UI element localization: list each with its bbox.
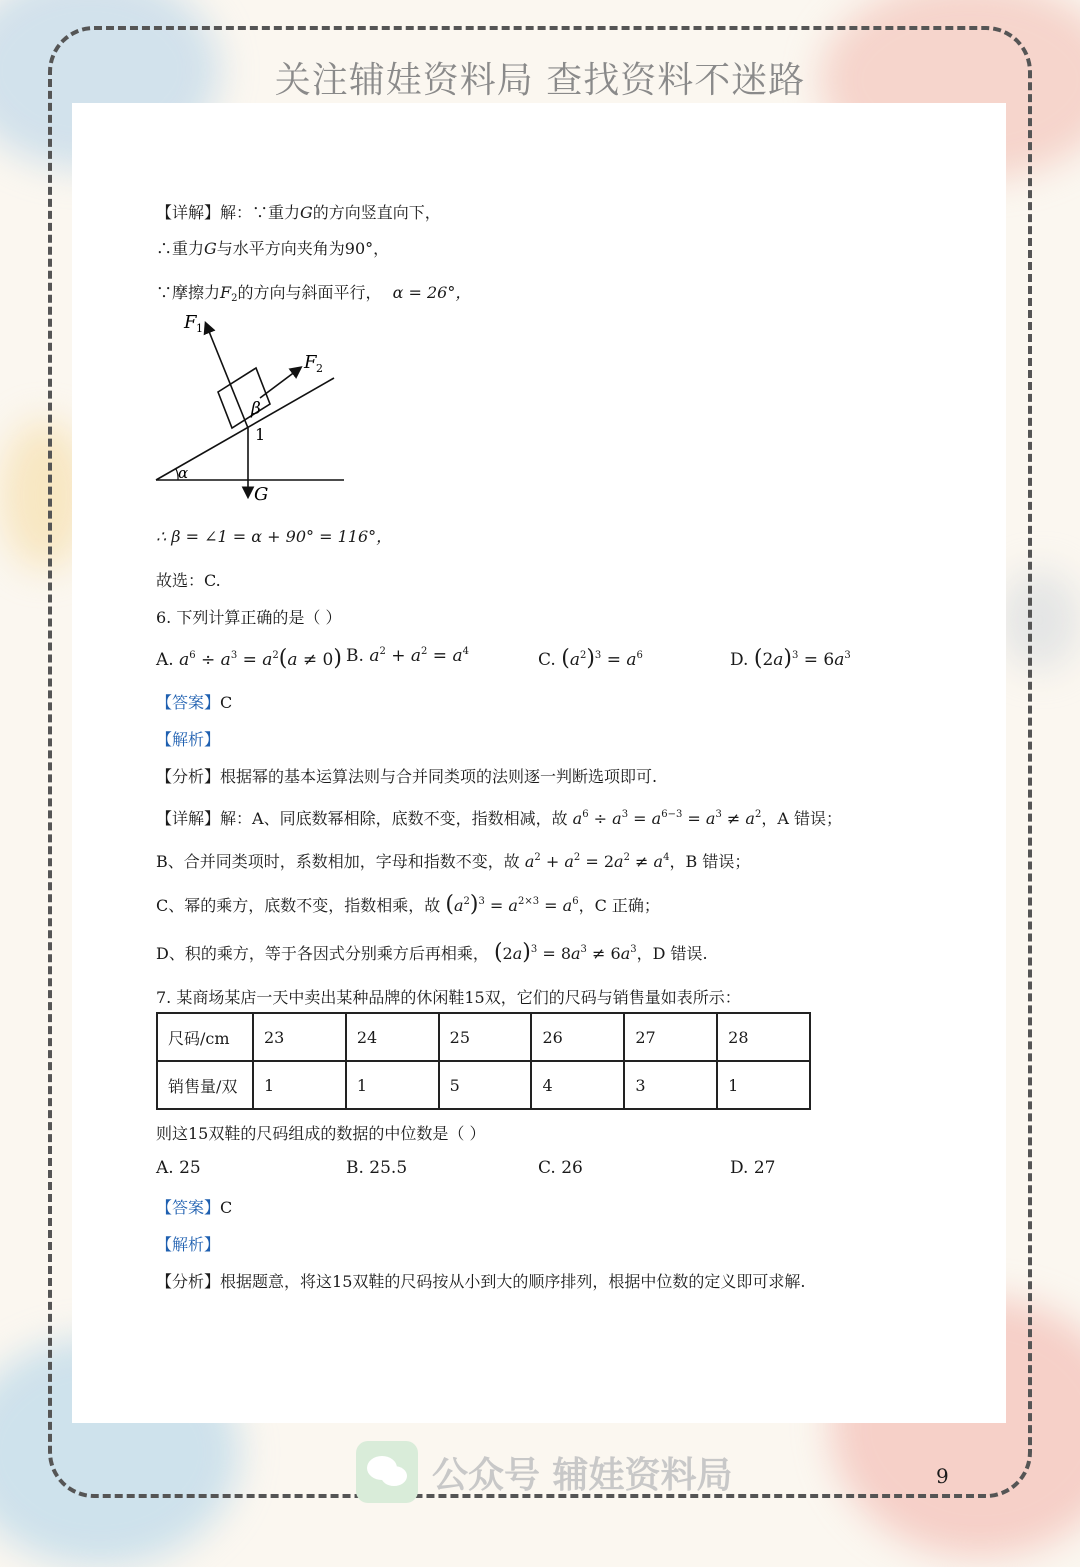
table-cell: 4	[531, 1061, 624, 1109]
q6-detail-b: B、合并同类项时，系数相加，字母和指数不变，故 $a^2 + a^2 = 2a^2 \ne a^4$，B 错误；	[156, 852, 751, 871]
table-cell: 23	[253, 1013, 346, 1061]
size-sales-table	[156, 1012, 811, 1110]
table-cell: 1	[346, 1061, 439, 1109]
q7-option-d: D. 27	[730, 1158, 776, 1178]
label-angle-1: 1	[255, 425, 266, 444]
q7-fenxi: 【分析】根据题意，将这15双鞋的尺码按从小到大的顺序排列，根据中位数的定义即可求解.	[156, 1272, 806, 1291]
label-alpha: α	[178, 464, 189, 482]
wechat-icon	[356, 1441, 418, 1503]
q6-option-d: D. $(2a)^3 = 6a^3$	[730, 646, 851, 671]
watermark-text: 公众号 辅娃资料局	[432, 1454, 733, 1496]
page-number: 9	[936, 1464, 949, 1488]
label-g: G	[254, 484, 269, 505]
table-header-cell: 尺码/cm	[157, 1013, 253, 1061]
page-header-title: 关注辅娃资料局 查找资料不迷路	[274, 60, 806, 101]
q6-fenxi: 【分析】根据幂的基本运算法则与合并同类项的法则逐一判断选项即可.	[156, 767, 658, 786]
q6-detail-d: D、积的乘方，等于各因式分别乘方后再相乘， $(2a)^3 = 8a^3 \ne 6a^3$，D 错误.	[156, 940, 708, 965]
q5-choice: 故选：C.	[156, 571, 221, 590]
q6-answer: 【答案】C	[156, 693, 233, 712]
q7-option-b: B. 25.5	[346, 1158, 408, 1178]
q7-option-c: C. 26	[538, 1158, 583, 1178]
table-row	[157, 1013, 810, 1061]
q6-option-c: C. $(a^2)^3 = a^6$	[538, 646, 643, 671]
table-header-cell: 销售量/双	[157, 1061, 253, 1109]
table-cell: 28	[717, 1013, 810, 1061]
q7-answer: 【答案】C	[156, 1198, 233, 1217]
table-cell: 26	[531, 1013, 624, 1061]
table-cell: 27	[624, 1013, 717, 1061]
q6-detail-a: 【详解】解：A、同底数幂相除，底数不变，指数相减，故 $a^6 \div a^3 = a^{6-3} = a^3 \ne a^2$，A 错误；	[156, 809, 842, 828]
table-cell: 3	[624, 1061, 717, 1109]
q5-line-3: ∵摩擦力$F_2$的方向与斜面平行， α = 26°，	[156, 283, 472, 304]
table-row	[157, 1061, 810, 1109]
incline-force-diagram	[150, 310, 360, 510]
table-cell: 25	[439, 1013, 532, 1061]
q7-analysis-tag: 【解析】	[156, 1235, 221, 1254]
q5-result: ∴ β = ∠1 = α + 90° = 116°，	[156, 527, 393, 546]
q5-line-2: ∴重力G与水平方向夹角为90°，	[156, 239, 390, 258]
q7-stem: 7. 某商场某店一天中卖出某种品牌的休闲鞋15双，它们的尺码与销售量如表所示：	[156, 988, 741, 1007]
q6-detail-c: C、幂的乘方，底数不变，指数相乘，故 $(a^2)^3 = a^{2\times 3} = a^6$，C 正确；	[156, 892, 660, 917]
q5-line-1: 【详解】解：∵重力G的方向竖直向下，	[156, 203, 441, 222]
q7-option-a: A. 25	[156, 1158, 201, 1178]
q7-question: 则这15双鞋的尺码组成的数据的中位数是（ ）	[156, 1124, 486, 1143]
table-cell: 1	[253, 1061, 346, 1109]
label-f1: F	[184, 312, 197, 333]
q6-stem: 6. 下列计算正确的是（ ）	[156, 608, 342, 627]
table-cell: 24	[346, 1013, 439, 1061]
label-f2: F	[304, 352, 317, 373]
table-cell: 1	[717, 1061, 810, 1109]
label-beta: β	[251, 399, 261, 419]
label-f1-sub: 1	[196, 322, 203, 335]
label-f2-sub: 2	[316, 362, 323, 375]
q6-option-a: A. $a^6 \div a^3 = a^2(a \ne 0)$	[156, 646, 342, 671]
table-cell: 5	[439, 1061, 532, 1109]
q6-option-b: B. $a^2 + a^2 = a^4$	[346, 646, 469, 666]
footer-watermark	[356, 1440, 733, 1504]
q6-analysis-tag: 【解析】	[156, 730, 221, 749]
